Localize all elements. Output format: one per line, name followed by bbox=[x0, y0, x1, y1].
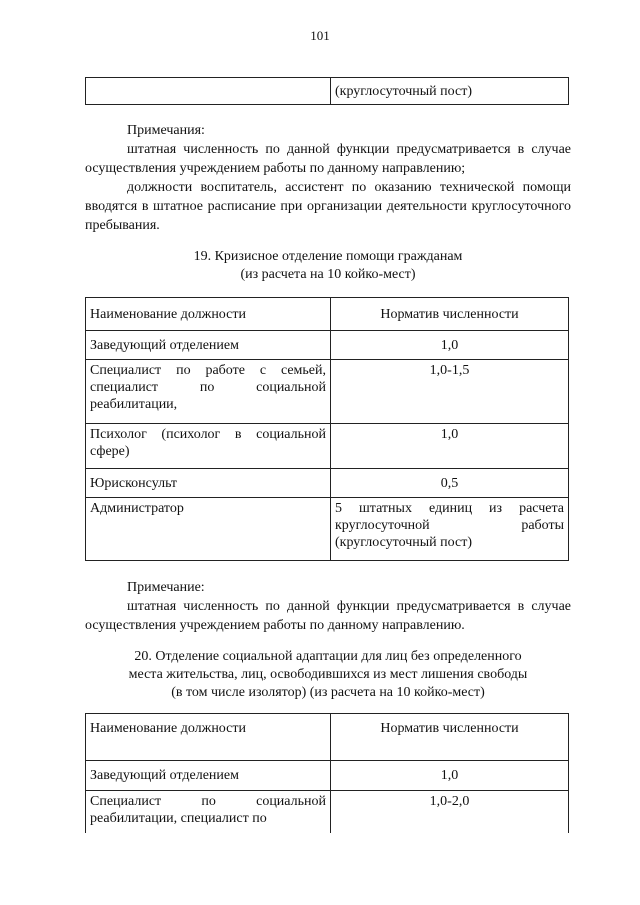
norm-cell: 1,0 bbox=[331, 424, 569, 469]
staffing-table bbox=[85, 713, 569, 833]
note-paragraph: штатная численность по данной функции предусматривается в случае осуществления учреждением работы по данному направлению. bbox=[85, 599, 571, 633]
table-row bbox=[86, 424, 569, 469]
norm-cell: 0,5 bbox=[331, 469, 569, 498]
position-cell: Специалист по работе с семьей, специалист по социальной реабилитации, bbox=[86, 360, 331, 424]
position-cell: Психолог (психолог в социальной сфере) bbox=[86, 424, 331, 469]
table-cell: (круглосуточный пост) bbox=[331, 78, 569, 105]
table-header-row bbox=[86, 714, 569, 761]
column-header: Наименование должности bbox=[86, 298, 331, 331]
table-cell bbox=[86, 78, 331, 105]
position-cell: Специалист по социальной реабилитации, специалист по bbox=[86, 791, 331, 833]
table-row bbox=[86, 791, 569, 833]
table-row bbox=[86, 498, 569, 561]
column-header: Норматив численности bbox=[331, 714, 569, 761]
table-row bbox=[86, 78, 569, 105]
staffing-table bbox=[85, 297, 569, 561]
continued-table bbox=[85, 77, 569, 105]
table-row bbox=[86, 360, 569, 424]
note-paragraph: штатная численность по данной функции предусматривается в случае осуществления учреждением работы по данному направлению; bbox=[85, 142, 571, 176]
position-cell: Заведующий отделением bbox=[86, 761, 331, 791]
notes-heading: Примечания: bbox=[127, 123, 205, 138]
notes-heading: Примечание: bbox=[127, 580, 205, 595]
norm-cell: 1,0-2,0 bbox=[331, 791, 569, 833]
table-row bbox=[86, 469, 569, 498]
column-header: Норматив численности bbox=[331, 298, 569, 331]
position-cell: Заведующий отделением bbox=[86, 331, 331, 360]
section-title bbox=[85, 248, 571, 284]
section-title-line: (в том числе изолятор) (из расчета на 10 койко-мест) bbox=[171, 685, 485, 700]
note-paragraph: должности воспитатель, ассистент по оказанию технической помощи вводятся в штатное расписание при организации деятельности круглосуточного пребывания. bbox=[85, 180, 571, 233]
norm-cell: 1,0-1,5 bbox=[331, 360, 569, 424]
position-cell: Юрисконсульт bbox=[86, 469, 331, 498]
table-header-row bbox=[86, 298, 569, 331]
notes-block bbox=[85, 121, 571, 235]
norm-cell: 5 штатных единиц из расчета круглосуточной работы (круглосуточный пост) bbox=[331, 498, 569, 561]
norm-cell: 1,0 bbox=[331, 761, 569, 791]
section-title bbox=[85, 648, 571, 702]
table-row bbox=[86, 761, 569, 791]
notes-block bbox=[85, 578, 571, 635]
section-title-line: 20. Отделение социальной адаптации для лиц без определенного bbox=[134, 649, 522, 664]
table-row bbox=[86, 331, 569, 360]
section-title-line: 19. Кризисное отделение помощи гражданам bbox=[193, 249, 463, 264]
position-cell: Администратор bbox=[86, 498, 331, 561]
page-number: 101 bbox=[310, 28, 330, 43]
section-title-line: (из расчета на 10 койко-мест) bbox=[240, 267, 416, 282]
norm-cell: 1,0 bbox=[331, 331, 569, 360]
column-header: Наименование должности bbox=[86, 714, 331, 761]
section-title-line: места жительства, лиц, освободившихся из мест лишения свободы bbox=[128, 667, 528, 682]
